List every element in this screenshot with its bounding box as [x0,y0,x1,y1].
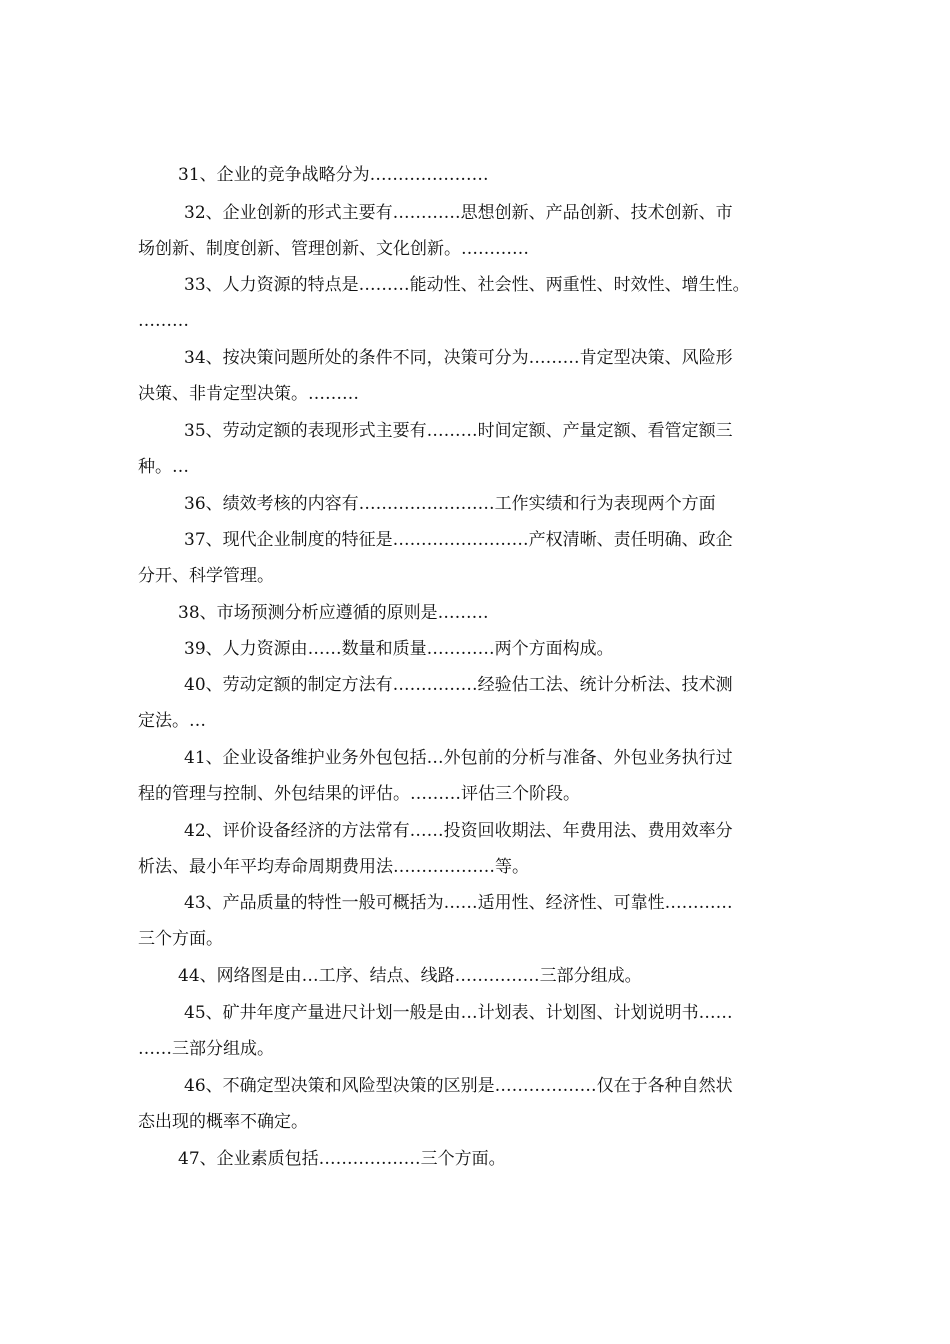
question-line: 47、企业素质包括………………三个方面。 [178,1149,506,1169]
question-line: 38、市场预测分析应遵循的原则是……… [178,603,489,623]
question-37 [138,522,828,594]
question-32 [138,195,828,267]
question-line: ……… [138,311,189,331]
question-line: ……三部分组成。 [138,1039,274,1059]
question-line: 36、绩效考核的内容有……………………工作实绩和行为表现两个方面 [184,494,716,514]
question-35 [138,413,828,485]
question-43 [138,885,828,957]
question-line: 37、现代企业制度的特征是……………………产权清晰、责任明确、政企 [184,530,733,550]
question-line: 35、劳动定额的表现形式主要有………时间定额、产量定额、看管定额三 [184,421,733,441]
question-line: 40、劳动定额的制定方法有……………经验估工法、统计分析法、技术测 [184,675,733,695]
question-line: 42、评价设备经济的方法常有……投资回收期法、年费用法、费用效率分 [184,821,733,841]
question-45 [138,995,828,1067]
question-46 [138,1068,828,1140]
question-42 [138,813,828,885]
question-39 [138,631,828,667]
question-47 [138,1141,828,1177]
question-line: 种。… [138,457,189,477]
question-31 [138,157,828,193]
question-40 [138,667,828,739]
question-line: 程的管理与控制、外包结果的评估。………评估三个阶段。 [138,784,580,804]
question-line: 决策、非肯定型决策。……… [138,384,359,404]
question-line: 41、企业设备维护业务外包包括…外包前的分析与准备、外包业务执行过 [184,748,733,768]
question-line: 43、产品质量的特性一般可概括为……适用性、经济性、可靠性………… [184,893,733,913]
question-34 [138,340,828,412]
question-line: 三个方面。 [138,929,223,949]
question-line: 分开、科学管理。 [138,566,274,586]
question-line: 场创新、制度创新、管理创新、文化创新。………… [138,239,529,259]
question-line: 45、矿井年度产量进尺计划一般是由…计划表、计划图、计划说明书…… [184,1003,733,1023]
question-36 [138,486,828,522]
question-line: 态出现的概率不确定。 [138,1112,308,1132]
question-line: 34、按决策问题所处的条件不同，决策可分为………肯定型决策、风险形 [184,348,733,368]
question-line: 33、人力资源的特点是………能动性、社会性、两重性、时效性、增生性。 [184,275,750,295]
question-line: 46、不确定型决策和风险型决策的区别是………………仅在于各种自然状 [184,1076,733,1096]
question-line: 31、企业的竞争战略分为………………… [178,165,489,185]
question-line: 析法、最小年平均寿命周期费用法………………等。 [138,857,529,877]
question-44 [138,958,828,994]
question-41 [138,740,828,812]
question-38 [138,595,828,631]
question-line: 定法。… [138,711,206,731]
question-33 [138,267,828,339]
question-line: 44、网络图是由…工序、结点、线路……………三部分组成。 [178,966,642,986]
question-line: 32、企业创新的形式主要有…………思想创新、产品创新、技术创新、市 [184,203,733,223]
question-line: 39、人力资源由……数量和质量…………两个方面构成。 [184,639,614,659]
